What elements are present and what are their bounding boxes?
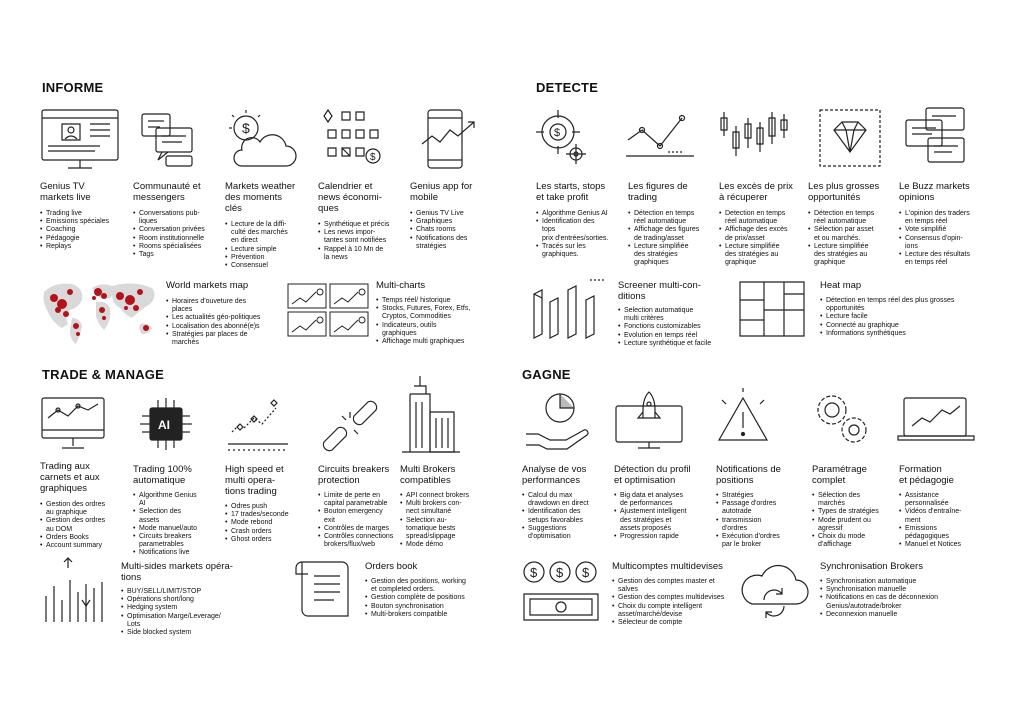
feature-item: • Selection au- tomatique bests spread/slippage: [400, 517, 490, 542]
feature-item: • Gestion complète de positions: [365, 594, 505, 602]
calendrier-title: Calendrier et news économi- ques: [318, 181, 382, 214]
weather-title: Markets weather des moments clés: [225, 181, 296, 214]
feature-item: • Limite de perte en capital parametrable: [318, 492, 408, 508]
candlestick-icon: [716, 108, 788, 168]
feature-item: • Lecture des résultats en temps réel: [899, 251, 987, 267]
broken-chain-icon: [318, 398, 382, 454]
feature-item: • Horaires d'ouveture des places: [166, 298, 281, 314]
feature-item: • Orders Books: [40, 534, 130, 542]
feature-item: • transmission d'ordres: [716, 517, 806, 533]
feature-item: • Graphiques: [410, 218, 500, 226]
feature-item: • Odres push: [225, 503, 315, 511]
feature-item: • Circuits breakers parametrables: [133, 533, 223, 549]
feature-item: • Lecture simple: [225, 246, 315, 254]
feature-item: • Passage d'ordres autotrade: [716, 500, 806, 516]
automatique-feature-list: [133, 492, 223, 558]
heatmap-title: Heat map: [820, 280, 862, 291]
feature-item: • Identification des tops prix d'entrées/sorties.: [536, 218, 624, 243]
feature-item: • Chats rooms: [410, 226, 500, 234]
diamond-icon: [818, 108, 882, 170]
formation-title: Formation et pédagogie: [899, 464, 954, 486]
feature-item: • Emissions spéciales: [40, 218, 130, 226]
feature-item: • Consensus d'opin- ions: [899, 235, 987, 251]
heatmap-feature-list: [820, 297, 980, 338]
warning-icon: [710, 388, 776, 450]
feature-item: • Assistance personnalisée: [899, 492, 989, 508]
feature-item: • Manuel et Notices: [899, 541, 989, 549]
feature-item: • Trading live: [40, 210, 130, 218]
feature-item: • Coaching: [40, 226, 130, 234]
feature-item: • Genius TV Live: [410, 210, 500, 218]
svg-text:AI: AI: [158, 418, 170, 432]
feature-item: • Bouton synchronisation: [365, 603, 505, 611]
multicharts-feature-list: [376, 297, 491, 346]
feature-item: • Side blocked system: [121, 629, 251, 637]
feature-item: • Contrôles connections brokers/flux/web: [318, 533, 408, 549]
communaute-feature-list: [133, 210, 223, 259]
multicharts-title: Multi-charts: [376, 280, 426, 291]
starts-feature-list: [536, 210, 624, 259]
feature-item: • Prévention: [225, 254, 315, 262]
feature-item: • Pédagogie: [40, 235, 130, 243]
feature-item: • Détection en temps réel automatique: [628, 210, 716, 226]
feature-item: • Choix du mode d'affichage: [812, 533, 902, 549]
feature-item: • Contrôles de marges: [318, 525, 408, 533]
feature-item: • Lecture simplifiée des stratégies au graphique: [719, 243, 807, 268]
feature-item: • Lecture simplifiée des stratégies au graphique: [808, 243, 896, 268]
communaute-title: Communauté et messengers: [133, 181, 201, 203]
feature-item: • Synchronisation automatique: [820, 578, 970, 586]
feature-item: • Sélection par asset et ou marchés.: [808, 226, 896, 242]
feature-item: • Ghost orders: [225, 536, 315, 544]
exces-feature-list: [719, 210, 807, 267]
world-map-icon: [40, 278, 160, 346]
feature-item: • Affichage des excès de prix/asset: [719, 226, 807, 242]
dollar-coins-icon: [520, 560, 604, 624]
feature-item: • Lecture simplifiée des stratégies graphiques: [628, 243, 716, 268]
feature-item: • BUY/SELL/LIMIT/STOP: [121, 588, 251, 596]
exces-title: Les excès de prix à récuperer: [719, 181, 793, 203]
carnets-feature-list: [40, 501, 130, 550]
buildings-icon: [400, 372, 462, 454]
opportunites-title: Les plus grosses opportunités: [808, 181, 880, 203]
feature-item: • Bouton emergency exit: [318, 508, 408, 524]
feature-item: • Conversations pub- liques: [133, 210, 223, 226]
feature-item: • Multi brokers con- nect simultané: [400, 500, 490, 516]
feature-item: • Lecture de la diffi- culté des marchés en direct: [225, 221, 315, 246]
feature-item: • Notifications en cas de déconnexion Genius/autotrade/broker: [820, 594, 970, 610]
screener-title: Screener multi-con- ditions: [618, 280, 701, 302]
screener-feature-list: [618, 307, 738, 348]
feature-item: • Detection en temps réel automatique: [719, 210, 807, 226]
chat-opinion-icon: [904, 106, 972, 170]
multisides-title: Multi-sides markets opéra- tions: [121, 561, 233, 583]
feature-item: • Optimisation Marge/Leverage/ Lots: [121, 613, 251, 629]
carnets-title: Trading aux carnets et aux graphiques: [40, 461, 100, 494]
feature-item: • Rappel à 10 Mn de la news: [318, 246, 408, 262]
svg-text:$: $: [582, 565, 590, 580]
feature-item: • Crash orders: [225, 528, 315, 536]
svg-text:$: $: [554, 127, 561, 139]
feature-item: • Lecture synthétique et facile: [618, 340, 738, 348]
notifications-title: Notifications de positions: [716, 464, 781, 486]
feature-item: • API connect brokers: [400, 492, 490, 500]
feature-item: • Détection en temps réel des plus grosses opportunités: [820, 297, 980, 313]
feature-item: • Temps réel/ historique: [376, 297, 491, 305]
feature-item: • Progression rapide: [614, 533, 704, 541]
figures-title: Les figures de trading: [628, 181, 688, 203]
multicomptes-title: Multicomptes multidevises: [612, 561, 723, 572]
multi-sides-bars-icon: [40, 556, 110, 626]
feature-item: • Sélection des marchés: [812, 492, 902, 508]
section-title-trade-manage: TRADE & MANAGE: [42, 367, 164, 382]
feature-item: • Room institutionnelle: [133, 235, 223, 243]
feature-item: • Identification des setups favorables: [522, 508, 612, 524]
svg-text:$: $: [530, 565, 538, 580]
profil-title: Détection du profil et optimisation: [614, 464, 691, 486]
feature-item: • Types de stratégies: [812, 508, 902, 516]
feature-item: • Tags: [133, 251, 223, 259]
buzz-feature-list: [899, 210, 987, 267]
starts-title: Les starts, stops et take profit: [536, 181, 606, 203]
multisides-feature-list: [121, 588, 251, 637]
feature-item: • Gestion des ordres au graphique: [40, 501, 130, 517]
feature-item: • Affichage multi graphiques: [376, 338, 491, 346]
svg-text:$: $: [370, 152, 376, 163]
feature-item: • Gestion des ordres au DOM: [40, 517, 130, 533]
feature-item: • Suggestions d'optimisation: [522, 525, 612, 541]
feature-item: • Choix du compte intelligent asset/marché/devise: [612, 603, 752, 619]
training-laptop-icon: [896, 394, 976, 450]
feature-item: • Stocks, Futures, Forex, Etfs, Cryptos, Commodities: [376, 305, 491, 321]
feature-item: • Synchronisation manuelle: [820, 586, 970, 594]
feature-item: • Deconnexion manuelle: [820, 611, 970, 619]
circuits-feature-list: [318, 492, 408, 549]
feature-item: • Stratégies par places de marchés: [166, 331, 281, 347]
feature-item: • Mode manuel/auto: [133, 525, 223, 533]
brokers-feature-list: [400, 492, 490, 549]
worldmap-title: World markets map: [166, 280, 249, 291]
hand-pie-chart-icon: [524, 390, 588, 450]
feature-item: • Rooms spécialisées: [133, 243, 223, 251]
mobile-chart-icon: [420, 108, 480, 172]
calendrier-feature-list: [318, 221, 408, 262]
chat-bubbles-icon: [140, 106, 200, 168]
speed-feature-list: [225, 503, 315, 544]
feature-item: • Notifications live: [133, 549, 223, 557]
feature-item: • Mode démo: [400, 541, 490, 549]
feature-item: • 17 trades/seconde: [225, 511, 315, 519]
svg-text:$: $: [556, 565, 564, 580]
feature-item: • Hedging system: [121, 604, 251, 612]
feature-item: • Tracés sur les graphiques.: [536, 243, 624, 259]
feature-item: • Replays: [40, 243, 130, 251]
opportunites-feature-list: [808, 210, 896, 267]
orderbook-feature-list: [365, 578, 505, 619]
feature-item: • Connecté au graphique: [820, 322, 980, 330]
figures-feature-list: [628, 210, 716, 267]
feature-item: • Gestion des positions, working et completed orders.: [365, 578, 505, 594]
feature-item: • Ajustement intelligent des stratégies et assets proposés: [614, 508, 704, 533]
multicomptes-feature-list: [612, 578, 752, 627]
speed-nodes-icon: [226, 398, 290, 454]
feature-item: • Selection automatique multi critères: [618, 307, 738, 323]
speed-title: High speed et multi opera- tions trading: [225, 464, 284, 497]
svg-text:$: $: [242, 120, 250, 136]
geniustv-feature-list: [40, 210, 130, 251]
screener-bars-icon: [530, 272, 610, 344]
app-title: Genius app for mobile: [410, 181, 473, 203]
feature-item: • Vote simplifié: [899, 226, 987, 234]
feature-item: • Big data et analyses de performances: [614, 492, 704, 508]
circuits-title: Circuits breakers protection: [318, 464, 390, 486]
feature-item: • Selection des assets: [133, 508, 223, 524]
synchro-feature-list: [820, 578, 970, 619]
ai-chip-icon: [134, 396, 198, 454]
orderbook-title: Orders book: [365, 561, 418, 572]
target-crosshair-icon: [534, 108, 598, 170]
feature-item: • Algorithme Genius AI: [133, 492, 223, 508]
synchro-title: Synchronisation Brokers: [820, 561, 923, 572]
feature-item: • Conversation privées: [133, 226, 223, 234]
section-title-informe: INFORME: [42, 80, 104, 95]
profil-feature-list: [614, 492, 704, 541]
brokers-title: Multi Brokers compatibles: [400, 464, 456, 486]
feature-item: • Notifications des stratégies: [410, 235, 500, 251]
feature-item: • Vidéos d'entraîne- ment: [899, 508, 989, 524]
feature-item: • Localisation des abonné(e)s: [166, 323, 281, 331]
geniustv-title: Genius TV markets live: [40, 181, 91, 203]
automatique-title: Trading 100% automatique: [133, 464, 192, 486]
feature-item: • Calcul du max drawdown en direct: [522, 492, 612, 508]
feature-item: • L'opinion des traders en temps réel: [899, 210, 987, 226]
section-title-detecte: DETECTE: [536, 80, 599, 95]
tv-screen-icon: [40, 108, 120, 170]
feature-item: • Affichage des figures de trading/asset: [628, 226, 716, 242]
feature-item: • Evolution en temps réel: [618, 332, 738, 340]
parametrage-title: Paramétrage complet: [812, 464, 867, 486]
feature-item: • Fonctions customizables: [618, 323, 738, 331]
feature-item: • Algorithme Genius AI: [536, 210, 624, 218]
feature-item: • Indicateurs, outils graphiques: [376, 322, 491, 338]
orders-scroll-icon: [290, 556, 358, 622]
analyse-title: Analyse de vos performances: [522, 464, 587, 486]
feature-item: • Les news impor- tantes sont notifiées: [318, 229, 408, 245]
feature-item: • Stratégies: [716, 492, 806, 500]
feature-item: • Sélecteur de compte: [612, 619, 752, 627]
feature-item: • Consensuel: [225, 262, 315, 270]
weather-feature-list: [225, 221, 315, 270]
trend-figure-icon: [624, 110, 696, 170]
feature-item: • Détection en temps réel automatique: [808, 210, 896, 226]
notifications-feature-list: [716, 492, 806, 549]
feature-item: • Les actualités géo-politiques: [166, 314, 281, 322]
buzz-title: Le Buzz markets opinions: [899, 181, 970, 203]
feature-item: • Multi-brokers compatible: [365, 611, 505, 619]
analyse-feature-list: [522, 492, 612, 541]
section-title-gagne: GAGNE: [522, 367, 571, 382]
weather-cloud-icon: [224, 108, 300, 170]
parametrage-feature-list: [812, 492, 902, 549]
rocket-screen-icon: [614, 390, 684, 452]
feature-item: • Mode rebond: [225, 519, 315, 527]
feature-item: • Synthétique et précis: [318, 221, 408, 229]
feature-item: • Lecture facile: [820, 313, 980, 321]
feature-item: • Informations synthétiques: [820, 330, 980, 338]
feature-item: • Exécution d'ordres par le broker: [716, 533, 806, 549]
feature-item: • Gestion des comptes multidevises: [612, 594, 752, 602]
feature-item: • Gestion des comptes master et salves: [612, 578, 752, 594]
feature-item: • Opérations short/long: [121, 596, 251, 604]
feature-item: • Mode prudent ou agressif: [812, 517, 902, 533]
feature-item: • Account summary: [40, 542, 130, 550]
worldmap-feature-list: [166, 298, 281, 347]
trading-screen-icon: [40, 396, 106, 454]
gears-icon: [808, 388, 874, 450]
app-feature-list: [410, 210, 500, 251]
formation-feature-list: [899, 492, 989, 549]
feature-item: • Emissions pédagogiques: [899, 525, 989, 541]
calendar-grid-icon: [320, 108, 382, 170]
multi-charts-icon: [286, 282, 368, 340]
heatmap-grid-icon: [738, 280, 806, 338]
